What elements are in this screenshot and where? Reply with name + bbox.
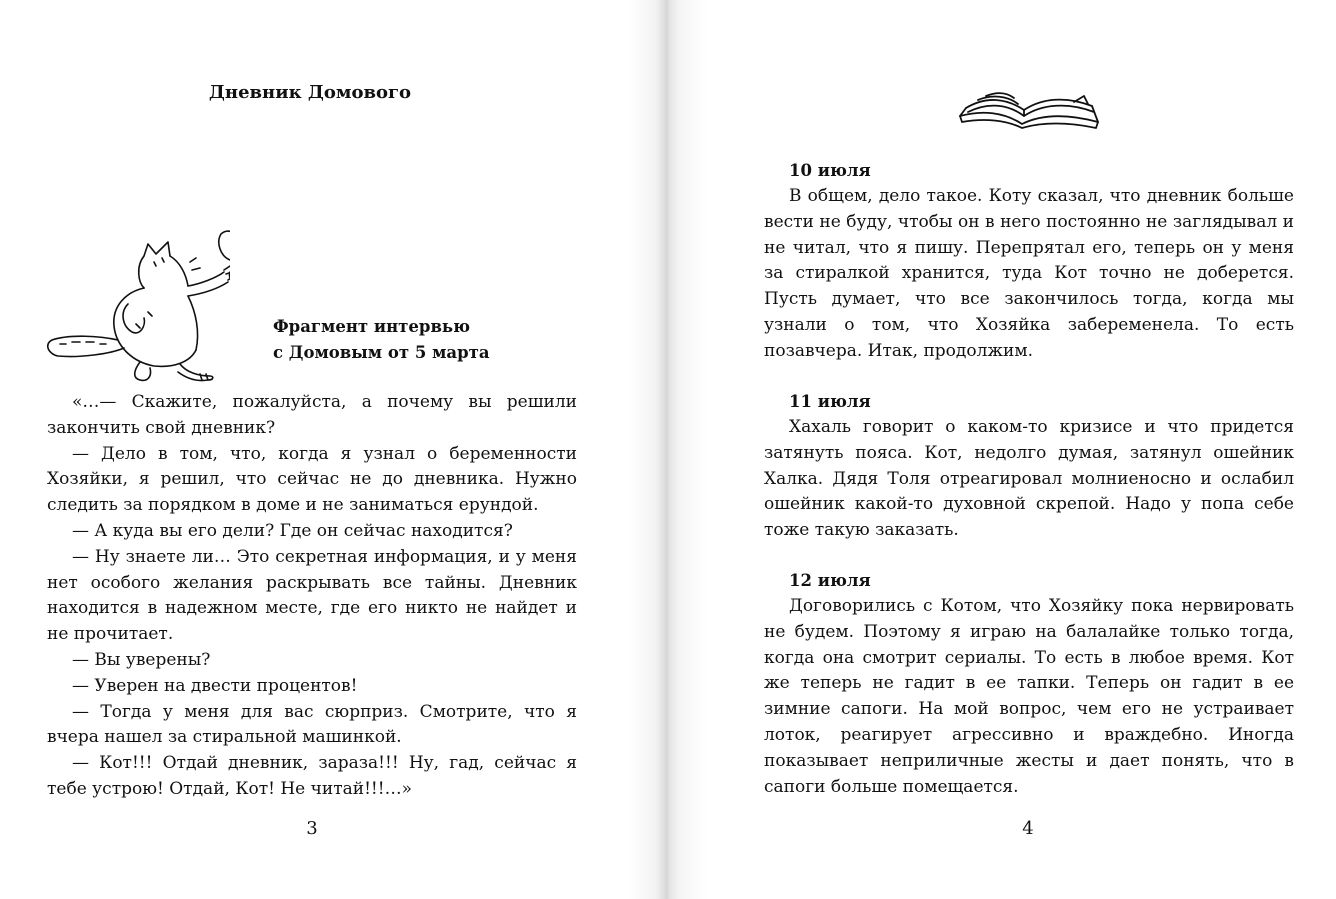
entry-text (764, 184, 1294, 365)
interview-title-line-2: с Домовым от 5 марта (273, 343, 490, 362)
interview-paragraph: — Вы уверены? (72, 649, 211, 670)
page-header-title: Дневник Домового (208, 82, 412, 103)
cat-illustration (40, 222, 230, 387)
entry-paragraph: Договорились с Котом, что Хозяйку пока нервировать не будем. Поэтому я играю на балалайке только тогда, когда она смотрит сериалы. То есть в любое время. Кот же теперь не гадит в ее тапки. Теперь он гадит в ее зимние сапоги. На мой вопрос, чем его не устраивает лоток, реагирует агрессивно и враждебно. Иногда показывает неприличные жесты и дает понять, что в сапоги больше помещается. (764, 596, 1294, 797)
entry-date: 11 июля (789, 392, 871, 411)
interview-paragraph: «…— Скажите, пожалуйста, а почему вы решили закончить свой дневник? (47, 392, 577, 438)
interview-paragraph: — Ну знаете ли… Это секретная информация, и у меня нет особого желания раскрывать все тайны. Дневник находится в надежном месте, где его никто не найдет и не прочитает. (47, 546, 577, 645)
diary-entry (764, 389, 1294, 544)
interview-paragraph: — Тогда у меня для вас сюрприз. Смотрите, что я вчера нашел за стиральной машинкой. (47, 701, 577, 748)
entry-text (764, 415, 1294, 544)
open-book-icon (956, 86, 1100, 130)
interview-paragraph: — А куда вы его дели? Где он сейчас находится? (72, 520, 513, 541)
interview-text (47, 390, 577, 803)
diary-entry (764, 158, 1294, 365)
entry-paragraph: В общем, дело такое. Коту сказал, что дневник больше вести не буду, чтобы он в него постоянно не заглядывал и не читал, что я пишу. Перепрятал его, теперь он у меня за стиралкой хранится, туда Кот точно не доберется. Пусть думает, что все закончилось тогда, когда мы узнали о том, что Хозяйка забеременела. То есть позавчера. Итак, продолжим. (764, 186, 1294, 361)
interview-paragraph: — Уверен на двести процентов! (72, 675, 358, 696)
entry-date: 12 июля (789, 571, 871, 590)
interview-title-line-1: Фрагмент интервью (273, 317, 471, 336)
entry-date: 10 июля (789, 161, 871, 180)
entry-text (764, 594, 1294, 800)
page-number-left: 3 (306, 818, 318, 839)
entry-paragraph: Хахаль говорит о каком-то кризисе и что придется затянуть пояса. Кот, недолго думая, затянул ошейник Халка. Дядя Толя отреагировал молниеносно и ослабил ошейник какой-то духовной скрепой. Надо у попа себе тоже такую заказать. (764, 417, 1294, 541)
interview-paragraph: — Дело в том, что, когда я узнал о беременности Хозяйки, я решил, что сейчас не до дневника. Нужно следить за порядком в доме и не заниматься ерундой. (47, 443, 577, 516)
diary-entry (764, 568, 1294, 800)
interview-title (273, 314, 490, 366)
interview-paragraph: — Кот!!! Отдай дневник, зараза!!! Ну, гад, сейчас я тебе устрою! Отдай, Кот! Не читай!!!…» (47, 753, 577, 799)
page-number-right: 4 (1022, 818, 1034, 839)
